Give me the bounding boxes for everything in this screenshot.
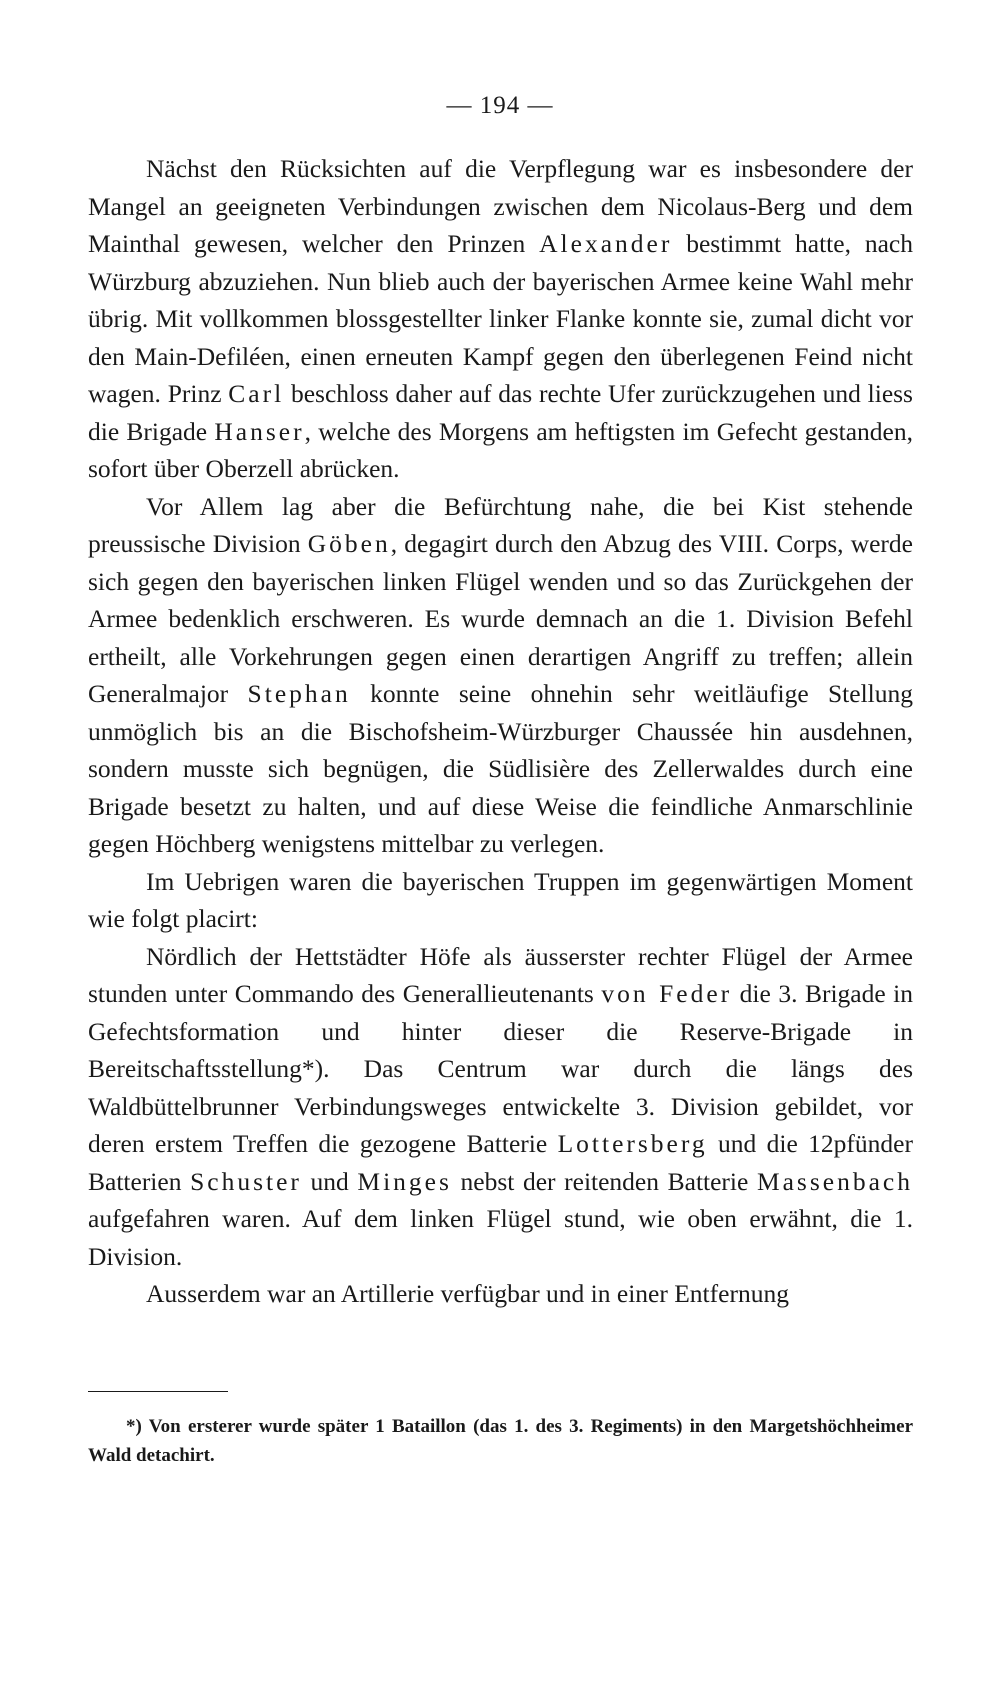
emphasized-name: Carl [228,379,285,408]
emphasized-name: Göben [307,529,391,558]
emphasized-name: Minges [357,1166,452,1196]
text-run: Im Uebrigen waren die bayerischen Truppen im gegenwärtigen Moment wie folgt placirt: [88,866,913,933]
text-run: Nächst den Rücksichten auf die Verpflegung war es insbesondere der Mangel an geeigneten Verbindungen zwischen dem Nicolaus-Berg und dem Mainthal gewesen, welcher den Prinzen [88,154,913,258]
text-run: nebst der reitenden Batterie [451,1166,757,1196]
paragraph [88,1275,913,1313]
text-run: die 3. Brigade in Gefechtsformation und hinter dieser die Reserve-Brigade in Bereitschaftsstellung*). Das Centrum war durch die längs des Waldbüttelbrunner Verbindungsweges entwickelte 3. Division gebildet, vor deren erstem Treffen die gezogene Batterie [88,979,913,1158]
text-run: konnte seine ohnehin sehr weitläufige Stellung unmöglich bis an die Bischofsheim-Würzburger Chaussée hin ausdehnen, sondern musste sich begnügen, die Südlisière des Zellerwaldes durch eine Brigade besetzt zu halten, und auf diese Weise die feindliche Anmarschlinie gegen Höchberg wenigstens mittelbar zu verlegen. [88,679,913,858]
emphasized-name: Hanser [214,416,305,446]
text-run: Nördlich der Hettstädter Höfe als äusserster rechter Flügel der Armee stunden unter Commando des Generallieutenants [88,941,913,1008]
text-run: Vor Allem lag aber die Befürchtung nahe, die bei Kist stehende preussische Division [88,491,913,558]
text-run: und die 12pfünder Batterien [88,1129,913,1196]
emphasized-name: von Feder [601,979,733,1008]
text-run: , degagirt durch den Abzug des VIII. Corps, werde sich gegen den bayerischen linken Flügel wenden und so das Zurückgehen der Armee bedenklich erschweren. Es wurde demnach an die 1. Division Befehl ertheilt, alle Vorkehrungen gegen einen derartigen Angriff zu treffen; allein Generalmajor [88,529,913,708]
text-run: beschloss daher auf das rechte Ufer zurückzugehen und liess die Brigade [88,379,913,446]
text-run: bestimmt hatte, nach Würzburg abzuziehen. Nun blieb auch der bayerischen Armee keine Wahl mehr übrig. Mit vollkommen blossgestellter linker Flanke konnte sie, zumal dicht vor den Main-Defiléen, einen erneuten Kampf gegen den überlegenen Feind nicht wagen. Prinz [88,229,913,408]
emphasized-name: Alexander [539,229,673,258]
footnote-text: *) Von ersterer wurde später 1 Bataillon (das 1. des 3. Regiments) in den Margetshöchheimer Wald detachirt. [88,1416,913,1466]
emphasized-name: Massenbach [756,1166,913,1196]
text-run: und [301,1166,358,1196]
emphasized-name: Lottersberg [557,1129,708,1158]
text-run: , welche des Morgens am heftigsten im Gefecht gestanden, sofort über Oberzell abrücken. [88,416,913,483]
footnote [88,1412,913,1470]
paragraph [88,863,913,938]
footnote-divider [88,1391,228,1392]
emphasized-name: Stephan [247,679,351,708]
paragraph [88,938,913,1276]
paragraph [88,488,913,863]
text-run: aufgefahren waren. Auf dem linken Flügel stund, wie oben erwähnt, die 1. Division. [88,1204,913,1271]
emphasized-name: Schuster [190,1166,302,1196]
page-number: — 194 — [446,92,554,119]
main-text [88,150,913,1313]
paragraph [88,150,913,488]
text-run: Ausserdem war an Artillerie verfügbar und in einer Entfernung [146,1279,789,1308]
